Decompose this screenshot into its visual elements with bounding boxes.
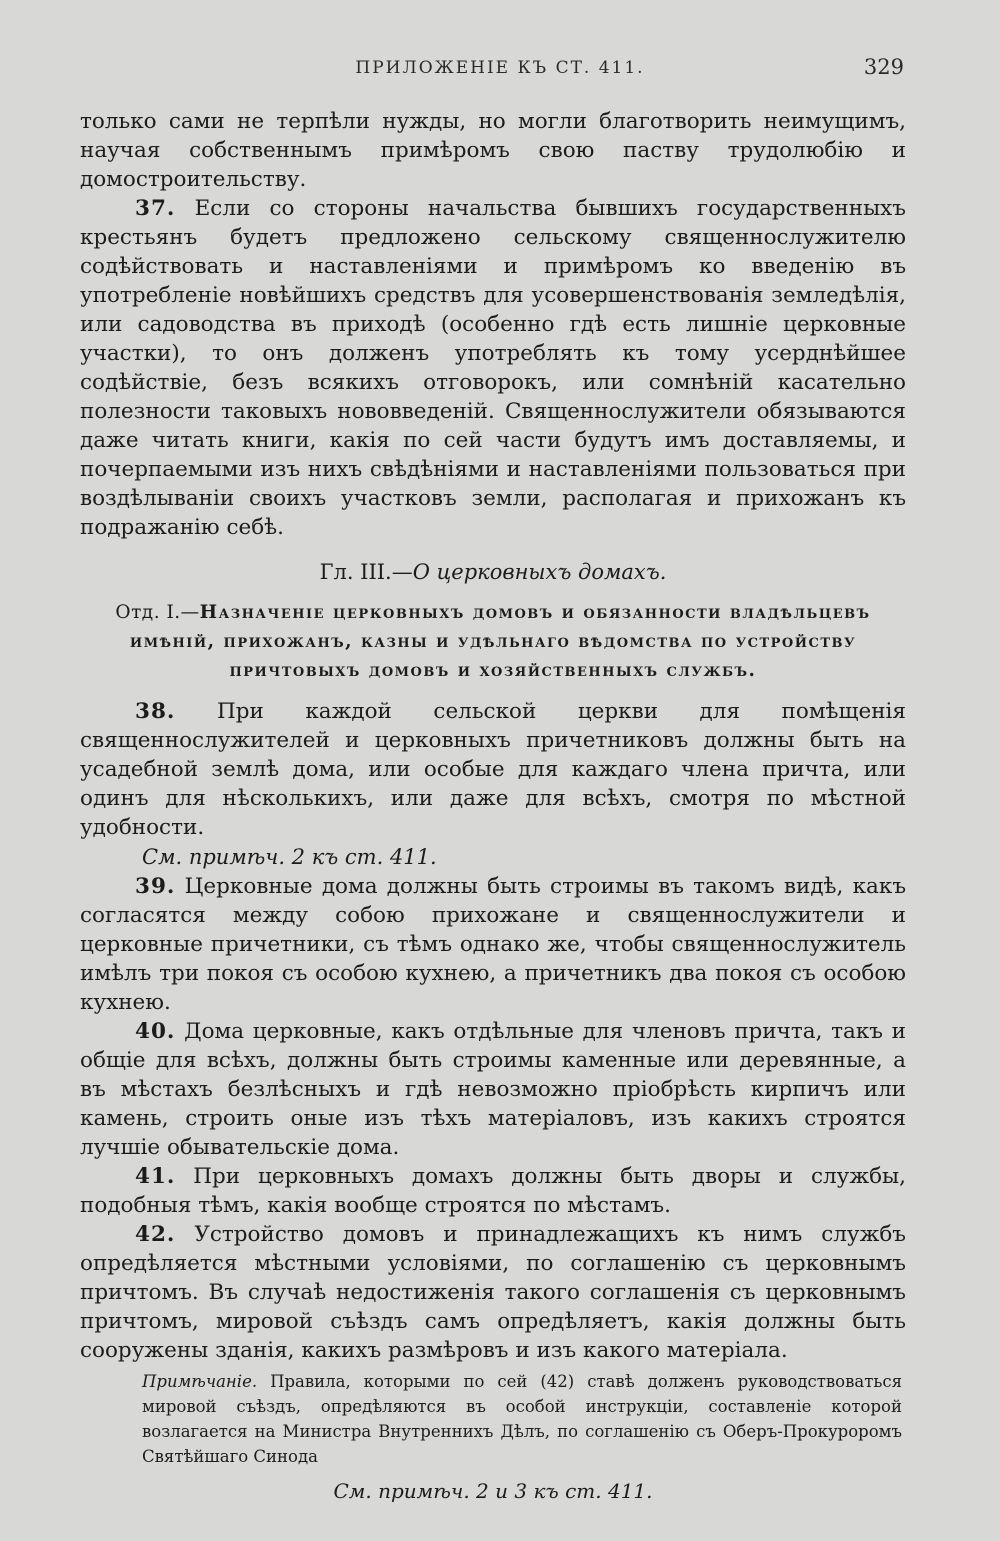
- article-number: 37.: [135, 196, 176, 221]
- article-text: При церковныхъ домахъ должны быть дворы и службы, подобныя тѣмъ, какія вообще строятся по мѣстамъ.: [80, 1164, 906, 1218]
- article-text: Дома церковные, какъ отдѣльные для членовъ причта, такъ и общіе для всѣхъ, должны быть строимы каменные или деревянные, а въ мѣстахъ безлѣсныхъ и гдѣ невозможно пріобрѣсть кирпичъ или камень, строить оные изъ тѣхъ матеріаловъ, изъ какихъ строятся лучшіе обывательскіе дома.: [80, 1019, 906, 1160]
- article-number: 42.: [135, 1222, 176, 1247]
- article-40: [80, 1017, 906, 1162]
- article-text: При каждой сельской церкви для помѣщенія священнослужителей и церковныхъ причетниковъ должны быть на усадебной землѣ дома, или особые для каждаго члена причта, или одинъ для нѣсколькихъ, или даже для всѣхъ, смотря по мѣстной удобности.: [80, 699, 906, 840]
- page-number: 329: [863, 55, 904, 79]
- article-number: 38.: [135, 699, 176, 724]
- cross-reference: См. примѣч. 2 къ ст. 411.: [142, 845, 437, 869]
- article-text: Церковные дома должны быть строимы въ такомъ видѣ, какъ согласятся между собою прихожане и священнослужители и церковные причетники, съ тѣмъ однако же, чтобы священнослужитель имѣлъ три покоя съ особою кухнею, а причетникъ два покоя съ особою кухнею.: [80, 874, 906, 1015]
- page-header: [0, 52, 1000, 82]
- note-text: Правила, которыми по сей (42) ставѣ долженъ руководствоваться мировой съѣздъ, опредѣляются въ особой инструкціи, составленіе которой возлагается на Министра Внутреннихъ Дѣлъ, по соглашенію съ Оберъ-Прокуроромъ Святѣйшаго Синода: [142, 1372, 902, 1466]
- article-number: 41.: [135, 1164, 176, 1189]
- note-label: Примѣчаніе.: [142, 1372, 258, 1391]
- note-cross-reference: См. примѣч. 2 и 3 къ ст. 411.: [333, 1479, 653, 1503]
- chapter-heading: [80, 558, 906, 586]
- article-37: [80, 194, 906, 542]
- section-title: Назначеніе церковныхъ домовъ и обязанности владѣльцевъ имѣній, прихожанъ, казны и удѣльнаго вѣдомства по устройству причтовыхъ домовъ и хозяйственныхъ службъ.: [129, 602, 871, 681]
- section-heading: [80, 598, 906, 685]
- chapter-title: О церковныхъ домахъ.: [412, 560, 667, 584]
- article-42: [80, 1220, 906, 1365]
- running-head: ПРИЛОЖЕНІЕ КЪ СТ. 411.: [355, 58, 645, 78]
- article-41: [80, 1162, 906, 1220]
- section-prefix: Отд. I.—: [115, 602, 200, 623]
- page-body: [80, 107, 906, 1505]
- continued-paragraph: только сами не терпѣли нужды, но могли благотворить неимущимъ, научая собственнымъ примѣромъ свою паству трудолюбію и домостроительству.: [80, 109, 906, 192]
- note: [142, 1369, 902, 1469]
- article-text: Если со стороны начальства бывшихъ государственныхъ крестьянъ будетъ предложено сельскому священнослужителю содѣйствовать и наставленіями и примѣромъ ко введенію въ употребленіе новѣйшихъ средствъ для усовершенствованія земледѣлія, или садоводства въ приходѣ (особенно гдѣ есть лишніе церковные участки), то онъ долженъ употреблять къ тому усерднѣйшее содѣйствіе, безъ всякихъ отговорокъ, или сомнѣній касательно полезности таковыхъ нововведеній. Священнослужители обязываются даже читать книги, какія по сей части будутъ имъ доставляемы, и почерпаемыми изъ нихъ свѣдѣніями и наставленіями пользоваться при воздѣлываніи своихъ участковъ земли, располагая и прихожанъ къ подражанію себѣ.: [80, 196, 906, 540]
- article-38: [80, 697, 906, 842]
- article-number: 40.: [135, 1019, 176, 1044]
- article-text: Устройство домовъ и принадлежащихъ къ нимъ службъ опредѣляется мѣстными условіями, по соглашенію съ церковнымъ причтомъ. Въ случаѣ недостиженія такого соглашенія съ церковнымъ причтомъ, мировой съѣздъ самъ опредѣляетъ, какія должны быть сооружены зданія, какихъ размѣровъ и изъ какого матеріала.: [80, 1222, 906, 1363]
- article-39: [80, 872, 906, 1017]
- article-number: 39.: [135, 874, 176, 899]
- chapter-prefix: Гл. III.—: [319, 560, 413, 584]
